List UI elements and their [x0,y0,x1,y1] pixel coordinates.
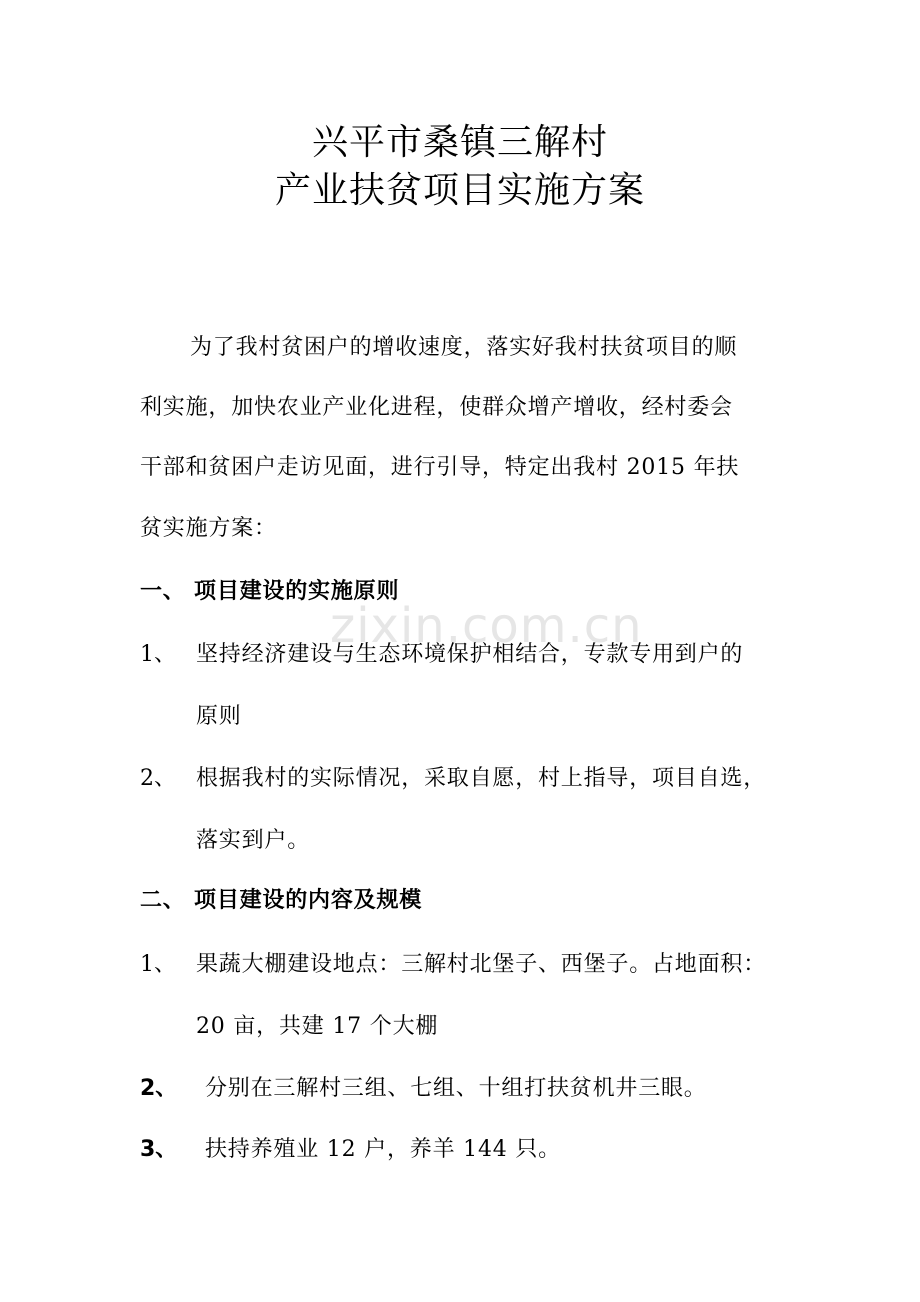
list-item-text-cont: 20 亩，共建 17 个大棚 [196,1014,439,1039]
document-title-line2: 产业扶贫项目实施方案 [274,170,645,211]
list-number: 3、 [140,1137,178,1162]
document-title-line1: 兴平市桑镇三解村 [311,122,608,163]
section1-heading: 一、 项目建设的实施原则 [140,579,400,604]
intro-line-3: 干部和贫困户走访见面，进行引导，特定出我村 2015 年扶 [140,455,740,480]
intro-line-2: 利实施，加快农业产业化进程，使群众增产增收，经村委会 [140,395,733,420]
section2-heading: 二、 项目建设的内容及规模 [140,888,423,913]
list-item-text: 果蔬大棚建设地点：三解村北堡子、西堡子。占地面积： [196,952,767,977]
list-number: 1、 [140,642,176,667]
list-item-text: 坚持经济建设与生态环境保护相结合，专款专用到户的 [196,642,744,667]
list-item-text: 扶持养殖业 12 户，养羊 144 只。 [205,1137,561,1162]
list-number: 2、 [140,766,176,791]
watermark: zixin.com.cn [330,598,643,654]
list-number: 1、 [140,952,176,977]
list-item-text-cont: 原则 [196,704,242,729]
list-number: 2、 [140,1076,178,1101]
list-item-text: 根据我村的实际情况，采取自愿，村上指导，项目自选， [196,766,767,791]
intro-line-1: 为了我村贫困户的增收速度，落实好我村扶贫项目的顺 [190,335,738,360]
list-item-text-cont: 落实到户。 [196,828,311,853]
list-item-text: 分别在三解村三组、七组、十组打扶贫机井三眼。 [205,1076,707,1101]
intro-line-4: 贫实施方案： [140,516,277,541]
